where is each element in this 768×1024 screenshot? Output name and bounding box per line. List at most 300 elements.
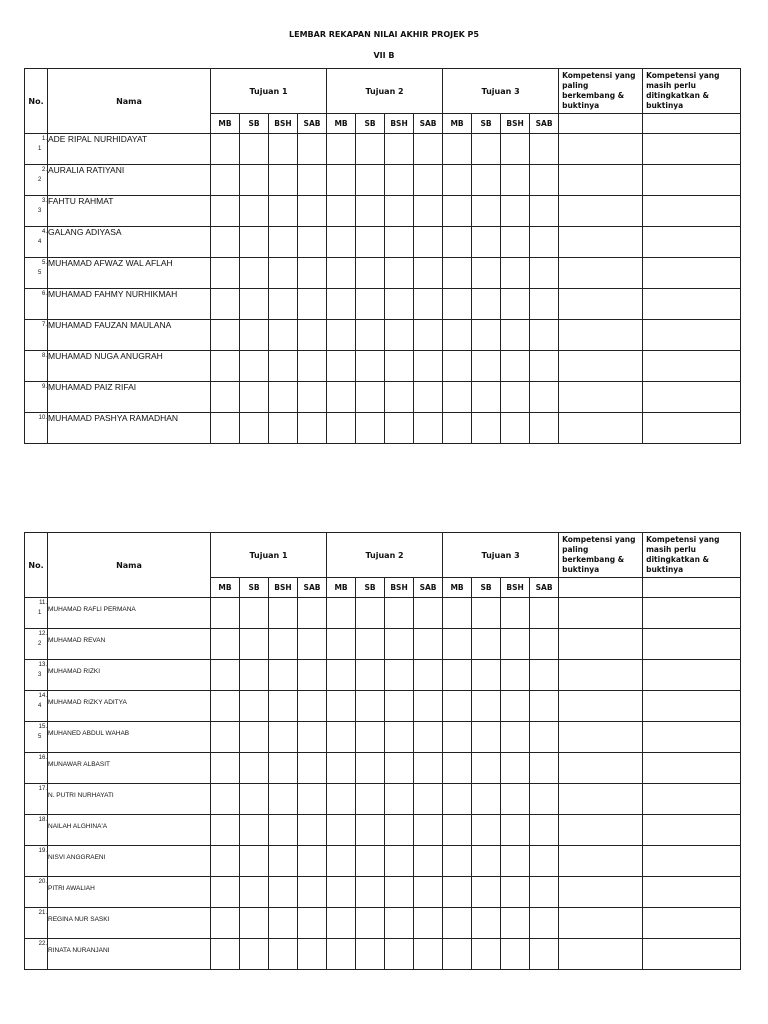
score-cell[interactable] (298, 196, 327, 227)
score-cell[interactable] (327, 165, 356, 196)
score-cell[interactable] (327, 722, 356, 753)
score-cell[interactable] (356, 691, 385, 722)
score-cell[interactable] (240, 753, 269, 784)
score-cell[interactable] (298, 382, 327, 413)
score-cell[interactable] (472, 258, 501, 289)
score-cell[interactable] (530, 134, 559, 165)
score-cell[interactable] (385, 598, 414, 629)
score-cell[interactable] (501, 722, 530, 753)
score-cell[interactable] (443, 877, 472, 908)
score-cell[interactable] (414, 877, 443, 908)
kompetensi-cell[interactable] (643, 598, 741, 629)
score-cell[interactable] (327, 598, 356, 629)
score-cell[interactable] (443, 753, 472, 784)
score-cell[interactable] (356, 753, 385, 784)
score-cell[interactable] (472, 320, 501, 351)
score-cell[interactable] (501, 382, 530, 413)
score-cell[interactable] (385, 877, 414, 908)
kompetensi-cell[interactable] (559, 134, 643, 165)
score-cell[interactable] (211, 753, 240, 784)
score-cell[interactable] (530, 413, 559, 444)
score-cell[interactable] (211, 877, 240, 908)
score-cell[interactable] (269, 289, 298, 320)
score-cell[interactable] (356, 382, 385, 413)
score-cell[interactable] (501, 908, 530, 939)
score-cell[interactable] (385, 691, 414, 722)
score-cell[interactable] (240, 382, 269, 413)
kompetensi-cell[interactable] (559, 815, 643, 846)
score-cell[interactable] (269, 846, 298, 877)
score-cell[interactable] (269, 908, 298, 939)
score-cell[interactable] (414, 227, 443, 258)
score-cell[interactable] (298, 598, 327, 629)
score-cell[interactable] (327, 846, 356, 877)
score-cell[interactable] (240, 134, 269, 165)
score-cell[interactable] (472, 691, 501, 722)
score-cell[interactable] (327, 227, 356, 258)
score-cell[interactable] (472, 351, 501, 382)
score-cell[interactable] (327, 815, 356, 846)
kompetensi-cell[interactable] (643, 134, 741, 165)
score-cell[interactable] (356, 134, 385, 165)
score-cell[interactable] (327, 351, 356, 382)
score-cell[interactable] (327, 258, 356, 289)
score-cell[interactable] (501, 320, 530, 351)
score-cell[interactable] (530, 629, 559, 660)
score-cell[interactable] (414, 691, 443, 722)
score-cell[interactable] (298, 939, 327, 970)
score-cell[interactable] (327, 784, 356, 815)
score-cell[interactable] (298, 753, 327, 784)
kompetensi-cell[interactable] (559, 908, 643, 939)
score-cell[interactable] (443, 846, 472, 877)
score-cell[interactable] (240, 939, 269, 970)
score-cell[interactable] (269, 227, 298, 258)
score-cell[interactable] (472, 413, 501, 444)
score-cell[interactable] (211, 382, 240, 413)
score-cell[interactable] (269, 134, 298, 165)
score-cell[interactable] (269, 165, 298, 196)
score-cell[interactable] (414, 196, 443, 227)
score-cell[interactable] (298, 413, 327, 444)
score-cell[interactable] (356, 289, 385, 320)
score-cell[interactable] (211, 939, 240, 970)
score-cell[interactable] (298, 784, 327, 815)
score-cell[interactable] (443, 413, 472, 444)
score-cell[interactable] (385, 815, 414, 846)
score-cell[interactable] (327, 939, 356, 970)
score-cell[interactable] (385, 660, 414, 691)
kompetensi-cell[interactable] (643, 784, 741, 815)
score-cell[interactable] (530, 165, 559, 196)
score-cell[interactable] (472, 629, 501, 660)
score-cell[interactable] (385, 289, 414, 320)
score-cell[interactable] (269, 320, 298, 351)
score-cell[interactable] (298, 165, 327, 196)
kompetensi-cell[interactable] (643, 320, 741, 351)
score-cell[interactable] (240, 196, 269, 227)
score-cell[interactable] (298, 691, 327, 722)
score-cell[interactable] (385, 908, 414, 939)
score-cell[interactable] (472, 939, 501, 970)
score-cell[interactable] (530, 939, 559, 970)
kompetensi-cell[interactable] (643, 722, 741, 753)
kompetensi-cell[interactable] (643, 846, 741, 877)
score-cell[interactable] (501, 691, 530, 722)
kompetensi-cell[interactable] (559, 939, 643, 970)
score-cell[interactable] (530, 227, 559, 258)
score-cell[interactable] (240, 691, 269, 722)
score-cell[interactable] (269, 382, 298, 413)
kompetensi-cell[interactable] (559, 753, 643, 784)
score-cell[interactable] (530, 382, 559, 413)
kompetensi-cell[interactable] (643, 877, 741, 908)
score-cell[interactable] (327, 413, 356, 444)
score-cell[interactable] (327, 134, 356, 165)
score-cell[interactable] (298, 815, 327, 846)
score-cell[interactable] (472, 877, 501, 908)
score-cell[interactable] (327, 320, 356, 351)
score-cell[interactable] (269, 351, 298, 382)
score-cell[interactable] (269, 939, 298, 970)
score-cell[interactable] (327, 629, 356, 660)
score-cell[interactable] (269, 815, 298, 846)
kompetensi-cell[interactable] (559, 660, 643, 691)
kompetensi-cell[interactable] (559, 227, 643, 258)
score-cell[interactable] (240, 165, 269, 196)
score-cell[interactable] (443, 908, 472, 939)
score-cell[interactable] (211, 258, 240, 289)
score-cell[interactable] (269, 877, 298, 908)
score-cell[interactable] (385, 939, 414, 970)
score-cell[interactable] (501, 258, 530, 289)
score-cell[interactable] (472, 908, 501, 939)
score-cell[interactable] (356, 165, 385, 196)
score-cell[interactable] (211, 165, 240, 196)
kompetensi-cell[interactable] (559, 629, 643, 660)
score-cell[interactable] (501, 227, 530, 258)
score-cell[interactable] (472, 660, 501, 691)
score-cell[interactable] (298, 908, 327, 939)
score-cell[interactable] (443, 722, 472, 753)
score-cell[interactable] (327, 289, 356, 320)
score-cell[interactable] (443, 691, 472, 722)
score-cell[interactable] (414, 413, 443, 444)
score-cell[interactable] (443, 351, 472, 382)
score-cell[interactable] (356, 815, 385, 846)
score-cell[interactable] (240, 227, 269, 258)
score-cell[interactable] (501, 196, 530, 227)
score-cell[interactable] (211, 691, 240, 722)
score-cell[interactable] (269, 413, 298, 444)
score-cell[interactable] (385, 722, 414, 753)
kompetensi-cell[interactable] (643, 227, 741, 258)
score-cell[interactable] (211, 908, 240, 939)
score-cell[interactable] (472, 598, 501, 629)
score-cell[interactable] (211, 598, 240, 629)
score-cell[interactable] (501, 598, 530, 629)
score-cell[interactable] (240, 877, 269, 908)
score-cell[interactable] (472, 382, 501, 413)
score-cell[interactable] (327, 196, 356, 227)
score-cell[interactable] (472, 227, 501, 258)
score-cell[interactable] (327, 908, 356, 939)
score-cell[interactable] (414, 815, 443, 846)
score-cell[interactable] (211, 227, 240, 258)
score-cell[interactable] (443, 258, 472, 289)
score-cell[interactable] (356, 939, 385, 970)
score-cell[interactable] (385, 846, 414, 877)
score-cell[interactable] (356, 258, 385, 289)
score-cell[interactable] (240, 660, 269, 691)
score-cell[interactable] (414, 289, 443, 320)
score-cell[interactable] (211, 660, 240, 691)
score-cell[interactable] (501, 289, 530, 320)
score-cell[interactable] (385, 382, 414, 413)
score-cell[interactable] (443, 939, 472, 970)
score-cell[interactable] (356, 320, 385, 351)
kompetensi-cell[interactable] (643, 196, 741, 227)
score-cell[interactable] (269, 598, 298, 629)
score-cell[interactable] (501, 753, 530, 784)
score-cell[interactable] (530, 753, 559, 784)
score-cell[interactable] (240, 908, 269, 939)
score-cell[interactable] (472, 165, 501, 196)
score-cell[interactable] (472, 196, 501, 227)
score-cell[interactable] (385, 629, 414, 660)
score-cell[interactable] (356, 196, 385, 227)
score-cell[interactable] (211, 196, 240, 227)
kompetensi-cell[interactable] (559, 351, 643, 382)
score-cell[interactable] (211, 722, 240, 753)
score-cell[interactable] (530, 691, 559, 722)
score-cell[interactable] (472, 753, 501, 784)
kompetensi-cell[interactable] (559, 691, 643, 722)
kompetensi-cell[interactable] (559, 196, 643, 227)
score-cell[interactable] (530, 877, 559, 908)
score-cell[interactable] (414, 660, 443, 691)
score-cell[interactable] (501, 877, 530, 908)
score-cell[interactable] (269, 691, 298, 722)
score-cell[interactable] (501, 784, 530, 815)
kompetensi-cell[interactable] (643, 753, 741, 784)
score-cell[interactable] (298, 320, 327, 351)
kompetensi-cell[interactable] (643, 660, 741, 691)
score-cell[interactable] (356, 846, 385, 877)
kompetensi-cell[interactable] (643, 691, 741, 722)
score-cell[interactable] (240, 413, 269, 444)
score-cell[interactable] (327, 691, 356, 722)
score-cell[interactable] (414, 351, 443, 382)
score-cell[interactable] (443, 165, 472, 196)
kompetensi-cell[interactable] (559, 877, 643, 908)
score-cell[interactable] (356, 598, 385, 629)
kompetensi-cell[interactable] (643, 165, 741, 196)
score-cell[interactable] (443, 784, 472, 815)
score-cell[interactable] (472, 815, 501, 846)
score-cell[interactable] (269, 784, 298, 815)
score-cell[interactable] (356, 784, 385, 815)
score-cell[interactable] (385, 227, 414, 258)
score-cell[interactable] (414, 753, 443, 784)
score-cell[interactable] (501, 629, 530, 660)
kompetensi-cell[interactable] (559, 289, 643, 320)
kompetensi-cell[interactable] (559, 846, 643, 877)
score-cell[interactable] (385, 413, 414, 444)
score-cell[interactable] (327, 660, 356, 691)
score-cell[interactable] (240, 629, 269, 660)
score-cell[interactable] (240, 598, 269, 629)
score-cell[interactable] (414, 846, 443, 877)
score-cell[interactable] (530, 320, 559, 351)
score-cell[interactable] (501, 815, 530, 846)
score-cell[interactable] (501, 939, 530, 970)
score-cell[interactable] (443, 660, 472, 691)
score-cell[interactable] (472, 846, 501, 877)
score-cell[interactable] (211, 351, 240, 382)
score-cell[interactable] (356, 413, 385, 444)
score-cell[interactable] (211, 784, 240, 815)
score-cell[interactable] (443, 320, 472, 351)
score-cell[interactable] (414, 784, 443, 815)
score-cell[interactable] (472, 722, 501, 753)
score-cell[interactable] (443, 598, 472, 629)
score-cell[interactable] (530, 598, 559, 629)
score-cell[interactable] (443, 629, 472, 660)
score-cell[interactable] (472, 134, 501, 165)
score-cell[interactable] (385, 351, 414, 382)
score-cell[interactable] (443, 196, 472, 227)
score-cell[interactable] (414, 598, 443, 629)
kompetensi-cell[interactable] (559, 784, 643, 815)
score-cell[interactable] (385, 784, 414, 815)
score-cell[interactable] (530, 289, 559, 320)
score-cell[interactable] (501, 351, 530, 382)
score-cell[interactable] (298, 289, 327, 320)
score-cell[interactable] (240, 722, 269, 753)
score-cell[interactable] (269, 196, 298, 227)
score-cell[interactable] (327, 382, 356, 413)
score-cell[interactable] (240, 289, 269, 320)
score-cell[interactable] (530, 351, 559, 382)
score-cell[interactable] (356, 660, 385, 691)
score-cell[interactable] (501, 846, 530, 877)
score-cell[interactable] (443, 227, 472, 258)
score-cell[interactable] (443, 289, 472, 320)
score-cell[interactable] (414, 722, 443, 753)
score-cell[interactable] (298, 877, 327, 908)
kompetensi-cell[interactable] (559, 382, 643, 413)
kompetensi-cell[interactable] (643, 939, 741, 970)
score-cell[interactable] (530, 784, 559, 815)
score-cell[interactable] (356, 629, 385, 660)
score-cell[interactable] (240, 258, 269, 289)
score-cell[interactable] (356, 351, 385, 382)
kompetensi-cell[interactable] (559, 413, 643, 444)
kompetensi-cell[interactable] (559, 165, 643, 196)
score-cell[interactable] (501, 165, 530, 196)
kompetensi-cell[interactable] (643, 258, 741, 289)
score-cell[interactable] (414, 939, 443, 970)
score-cell[interactable] (443, 134, 472, 165)
kompetensi-cell[interactable] (643, 382, 741, 413)
kompetensi-cell[interactable] (559, 598, 643, 629)
score-cell[interactable] (356, 877, 385, 908)
score-cell[interactable] (414, 134, 443, 165)
score-cell[interactable] (298, 629, 327, 660)
score-cell[interactable] (298, 227, 327, 258)
score-cell[interactable] (269, 258, 298, 289)
score-cell[interactable] (298, 351, 327, 382)
score-cell[interactable] (472, 784, 501, 815)
score-cell[interactable] (530, 908, 559, 939)
score-cell[interactable] (530, 258, 559, 289)
score-cell[interactable] (443, 815, 472, 846)
score-cell[interactable] (269, 629, 298, 660)
kompetensi-cell[interactable] (643, 815, 741, 846)
score-cell[interactable] (269, 753, 298, 784)
score-cell[interactable] (298, 660, 327, 691)
kompetensi-cell[interactable] (643, 351, 741, 382)
score-cell[interactable] (211, 815, 240, 846)
score-cell[interactable] (240, 784, 269, 815)
score-cell[interactable] (211, 289, 240, 320)
score-cell[interactable] (501, 134, 530, 165)
score-cell[interactable] (298, 722, 327, 753)
score-cell[interactable] (530, 196, 559, 227)
score-cell[interactable] (385, 165, 414, 196)
score-cell[interactable] (443, 382, 472, 413)
score-cell[interactable] (385, 196, 414, 227)
score-cell[interactable] (530, 846, 559, 877)
score-cell[interactable] (356, 227, 385, 258)
score-cell[interactable] (356, 722, 385, 753)
kompetensi-cell[interactable] (643, 908, 741, 939)
score-cell[interactable] (414, 382, 443, 413)
score-cell[interactable] (298, 846, 327, 877)
score-cell[interactable] (501, 413, 530, 444)
kompetensi-cell[interactable] (559, 258, 643, 289)
score-cell[interactable] (298, 258, 327, 289)
score-cell[interactable] (240, 351, 269, 382)
score-cell[interactable] (240, 846, 269, 877)
score-cell[interactable] (269, 722, 298, 753)
kompetensi-cell[interactable] (559, 722, 643, 753)
score-cell[interactable] (530, 815, 559, 846)
score-cell[interactable] (327, 753, 356, 784)
kompetensi-cell[interactable] (559, 320, 643, 351)
score-cell[interactable] (385, 134, 414, 165)
score-cell[interactable] (211, 629, 240, 660)
score-cell[interactable] (240, 320, 269, 351)
score-cell[interactable] (414, 320, 443, 351)
score-cell[interactable] (356, 908, 385, 939)
score-cell[interactable] (501, 660, 530, 691)
kompetensi-cell[interactable] (643, 629, 741, 660)
score-cell[interactable] (211, 413, 240, 444)
score-cell[interactable] (211, 846, 240, 877)
score-cell[interactable] (414, 629, 443, 660)
score-cell[interactable] (211, 320, 240, 351)
score-cell[interactable] (414, 908, 443, 939)
score-cell[interactable] (530, 660, 559, 691)
score-cell[interactable] (269, 660, 298, 691)
score-cell[interactable] (385, 258, 414, 289)
score-cell[interactable] (327, 877, 356, 908)
kompetensi-cell[interactable] (643, 413, 741, 444)
score-cell[interactable] (414, 258, 443, 289)
score-cell[interactable] (385, 320, 414, 351)
